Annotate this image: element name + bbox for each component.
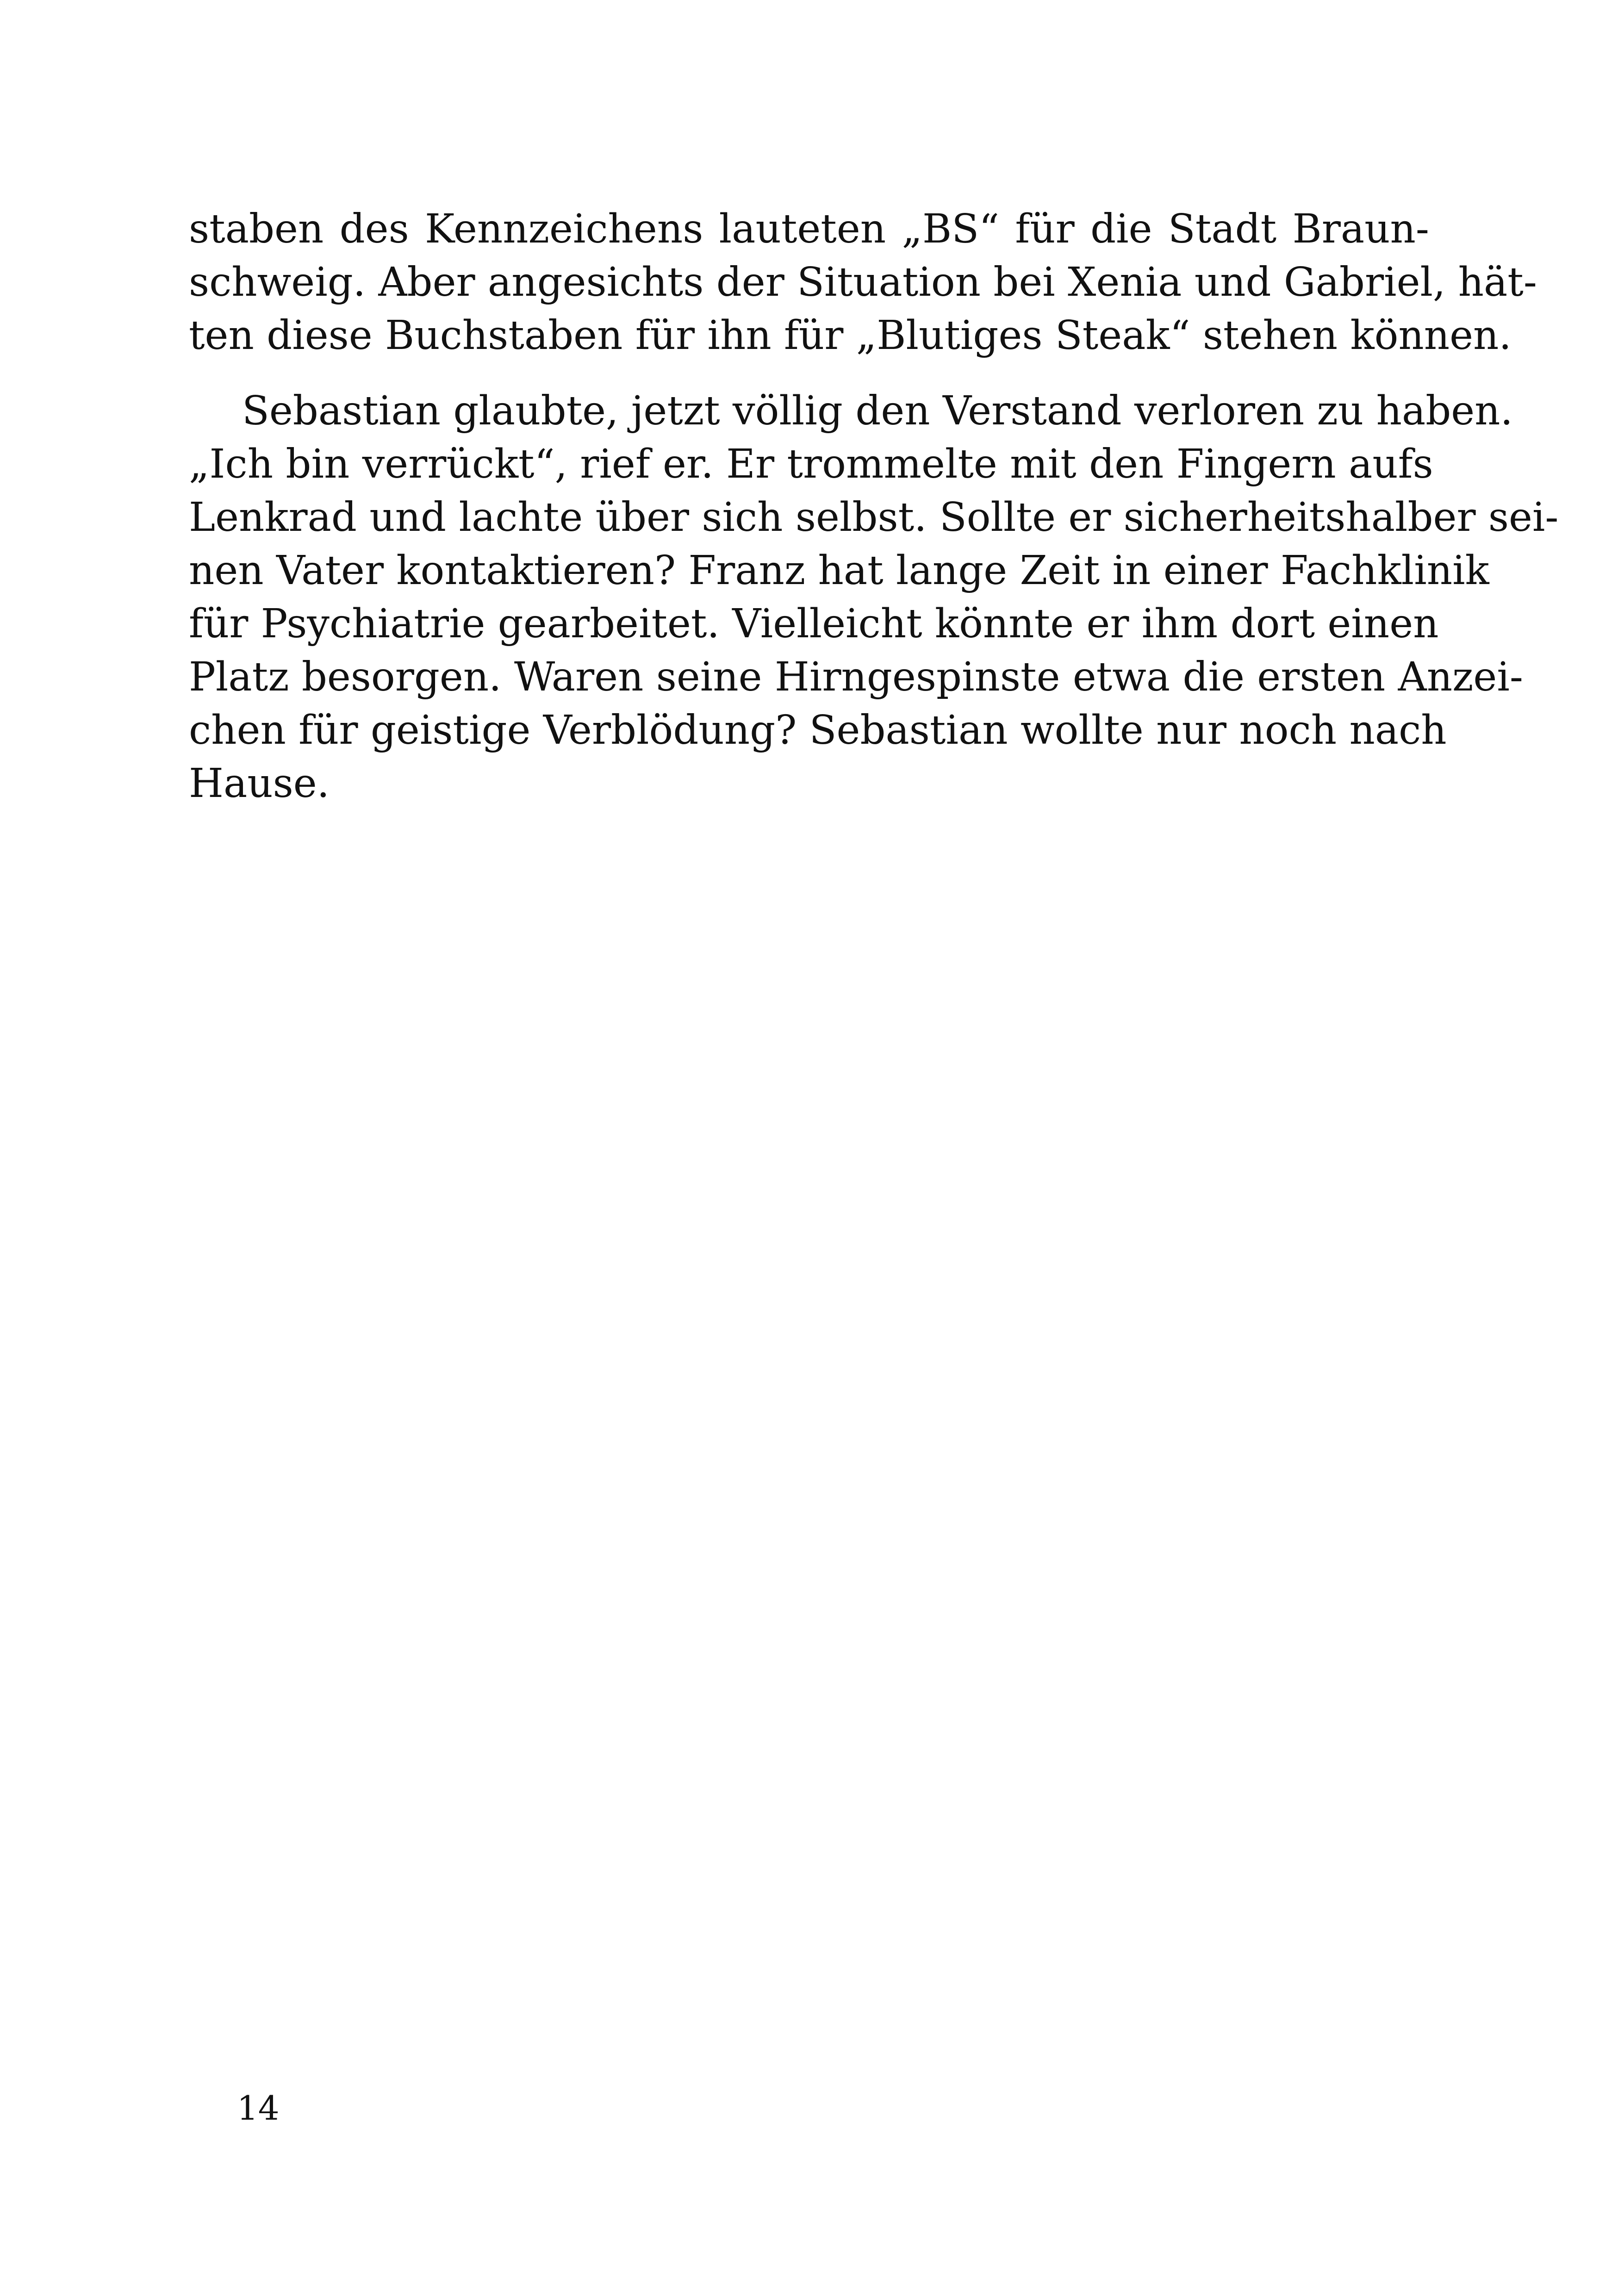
text-line: für Psychiatrie gearbeitet. Vielleicht könnte er ihm dort einen <box>189 601 1439 647</box>
paragraph-2 <box>189 385 1559 810</box>
text-line: Lenkrad und lachte über sich selbst. Sollte er sicherheitshalber sei- <box>189 494 1559 541</box>
page-number: 14 <box>237 2089 280 2128</box>
text-line: Sebastian glaubte, jetzt völlig den Verstand verloren zu haben. <box>242 388 1513 434</box>
text-line: Hause. <box>189 760 330 807</box>
text-line: Platz besorgen. Waren seine Hirngespinste etwa die ersten Anzei- <box>189 654 1523 700</box>
text-line: „Ich bin verrückt“, rief er. Er trommelte mit den Fingern aufs <box>189 441 1433 487</box>
text-line: nen Vater kontaktieren? Franz hat lange Zeit in einer Fachklinik <box>189 548 1489 594</box>
text-line: ten diese Buchstaben für ihn für „Blutiges Steak“ stehen können. <box>189 312 1512 359</box>
text-line: schweig. Aber angesichts der Situation bei Xenia und Gabriel, hät- <box>189 259 1537 305</box>
paragraph-spacer <box>189 362 1429 385</box>
body-text <box>189 203 1559 810</box>
text-line: chen für geistige Verblödung? Sebastian wollte nur noch nach <box>189 707 1447 753</box>
text-line: staben des Kennzeichens lauteten „BS“ für die Stadt Braun- <box>189 206 1429 252</box>
paragraph-1 <box>189 203 1537 362</box>
